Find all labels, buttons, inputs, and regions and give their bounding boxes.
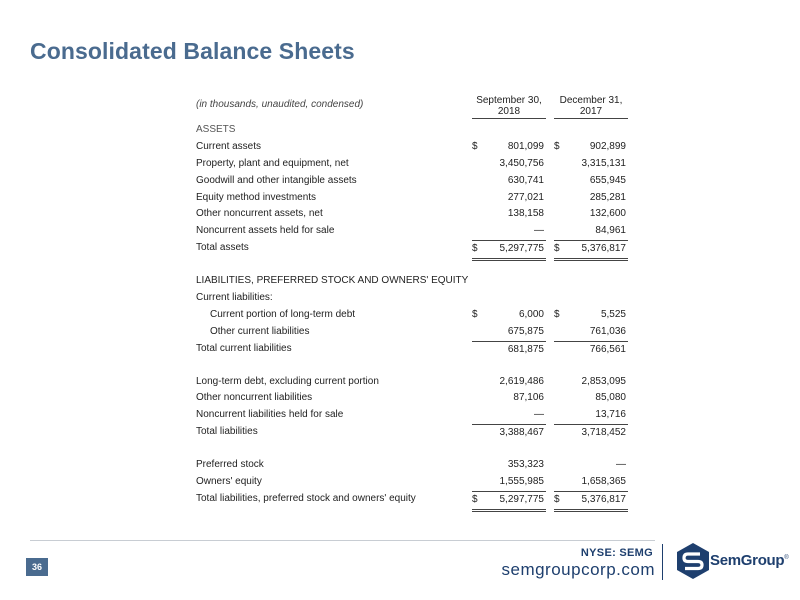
cell-value: 1,658,365 xyxy=(581,476,626,488)
cell-dec-2017 xyxy=(554,156,628,173)
cell-value: 5,376,817 xyxy=(581,493,626,505)
cell-value: 675,875 xyxy=(507,325,544,337)
row-label: Current portion of long-term debt xyxy=(210,308,356,320)
dollar-sign: $ xyxy=(554,493,560,505)
cell-dec-2017 xyxy=(554,341,628,359)
dollar-sign: $ xyxy=(554,243,560,255)
dollar-sign: $ xyxy=(472,140,478,152)
cell-sep-2018 xyxy=(472,341,546,359)
table-row xyxy=(196,290,639,307)
column-header-line: 2017 xyxy=(579,106,603,117)
dollar-sign: $ xyxy=(554,308,560,320)
row-label: Total liabilities xyxy=(196,426,258,438)
cell-sep-2018 xyxy=(472,307,546,324)
cell-sep-2018 xyxy=(472,474,546,491)
cell-dec-2017 xyxy=(554,407,628,424)
cell-value: 5,297,775 xyxy=(499,243,544,255)
cell-dec-2017 xyxy=(554,139,628,156)
cell-value: 5,376,817 xyxy=(581,243,626,255)
footer-vertical-divider xyxy=(662,544,663,580)
table-row xyxy=(196,341,639,358)
table-row xyxy=(196,206,639,223)
cell-value: 2,853,095 xyxy=(581,375,626,387)
cell-value: 3,718,452 xyxy=(581,427,626,439)
cell-value: 801,099 xyxy=(507,140,544,152)
cell-value: 85,080 xyxy=(595,392,626,404)
table-row xyxy=(196,273,639,290)
row-label: Total liabilities, preferred stock and owners' equity xyxy=(196,492,416,504)
cell-dec-2017 xyxy=(554,206,628,223)
page-number: 36 xyxy=(26,558,48,576)
cell-dec-2017 xyxy=(554,190,628,207)
table-row xyxy=(196,190,639,207)
cell-dec-2017 xyxy=(554,240,628,261)
cell-dec-2017 xyxy=(554,173,628,190)
row-label: Total assets xyxy=(196,242,249,254)
cell-dec-2017 xyxy=(554,424,628,442)
table-body xyxy=(196,122,639,508)
cell-sep-2018 xyxy=(472,223,546,240)
table-row xyxy=(196,122,639,139)
cell-dec-2017 xyxy=(554,474,628,491)
row-label: Noncurrent assets held for sale xyxy=(196,225,335,237)
dollar-sign: $ xyxy=(554,140,560,152)
cell-sep-2018 xyxy=(472,390,546,407)
cell-value: — xyxy=(616,459,626,471)
dollar-sign: $ xyxy=(472,243,478,255)
semgroup-logo-icon xyxy=(674,542,712,580)
balance-sheet-table xyxy=(196,92,639,508)
column-header-line: December 31, xyxy=(559,95,623,106)
table-row xyxy=(196,139,639,156)
cell-value: 132,600 xyxy=(589,208,626,220)
row-label: Other noncurrent assets, net xyxy=(196,208,323,220)
row-label: Preferred stock xyxy=(196,459,264,471)
cell-sep-2018 xyxy=(472,491,546,512)
footer-divider xyxy=(30,540,655,541)
cell-value: 87,106 xyxy=(513,392,544,404)
row-spacer xyxy=(196,441,639,457)
table-row xyxy=(196,491,639,508)
registered-mark: ® xyxy=(784,555,789,561)
column-header-dec-2017 xyxy=(554,95,628,119)
cell-value: 1,555,985 xyxy=(499,476,544,488)
stock-ticker: NYSE: SEMG xyxy=(580,547,653,559)
cell-sep-2018 xyxy=(472,206,546,223)
table-row xyxy=(196,474,639,491)
cell-value: 6,000 xyxy=(518,308,544,320)
logo-text xyxy=(710,552,788,569)
cell-dec-2017 xyxy=(554,390,628,407)
cell-value: 3,450,756 xyxy=(499,157,544,169)
cell-value: 681,875 xyxy=(507,343,544,355)
page-title: Consolidated Balance Sheets xyxy=(30,38,355,64)
cell-value: 277,021 xyxy=(507,191,544,203)
cell-sep-2018 xyxy=(472,139,546,156)
cell-sep-2018 xyxy=(472,156,546,173)
website-link[interactable]: semgroupcorp.com xyxy=(501,560,655,579)
table-row xyxy=(196,173,639,190)
cell-value: 285,281 xyxy=(589,191,626,203)
row-label: Other noncurrent liabilities xyxy=(196,392,313,404)
row-label: Current assets xyxy=(196,140,262,152)
cell-value: 766,561 xyxy=(589,343,626,355)
table-row xyxy=(196,240,639,257)
row-label: Current liabilities: xyxy=(196,292,273,304)
dollar-sign: $ xyxy=(472,308,478,320)
table-row xyxy=(196,156,639,173)
column-header-line: September 30, xyxy=(476,95,542,106)
cell-value: 13,716 xyxy=(595,409,626,421)
cell-dec-2017 xyxy=(554,223,628,240)
column-header-sep-2018 xyxy=(472,95,546,119)
dollar-sign: $ xyxy=(472,493,478,505)
cell-value: 2,619,486 xyxy=(499,375,544,387)
cell-sep-2018 xyxy=(472,190,546,207)
table-row xyxy=(196,324,639,341)
cell-dec-2017 xyxy=(554,457,628,474)
cell-value: — xyxy=(534,409,544,421)
table-row xyxy=(196,424,639,441)
cell-value: 5,297,775 xyxy=(499,493,544,505)
cell-value: 630,741 xyxy=(507,174,544,186)
row-label: Long-term debt, excluding current portion xyxy=(196,375,379,387)
cell-value: 655,945 xyxy=(589,174,626,186)
cell-sep-2018 xyxy=(472,240,546,261)
cell-value: — xyxy=(534,225,544,237)
cell-value: 138,158 xyxy=(507,208,544,220)
cell-sep-2018 xyxy=(472,324,546,341)
cell-dec-2017 xyxy=(554,307,628,324)
table-row xyxy=(196,390,639,407)
row-spacer xyxy=(196,358,639,374)
cell-value: 84,961 xyxy=(595,225,626,237)
table-row xyxy=(196,374,639,391)
table-row xyxy=(196,307,639,324)
logo-text-label: SemGroup xyxy=(710,552,785,569)
row-label: Owners' equity xyxy=(196,476,262,488)
cell-value: 3,388,467 xyxy=(499,427,544,439)
table-row xyxy=(196,223,639,240)
row-label: Goodwill and other intangible assets xyxy=(196,174,357,186)
cell-value: 5,525 xyxy=(600,308,626,320)
cell-dec-2017 xyxy=(554,374,628,391)
row-label: Total current liabilities xyxy=(196,342,292,354)
row-label: Other current liabilities xyxy=(210,325,310,337)
cell-sep-2018 xyxy=(472,457,546,474)
table-row xyxy=(196,407,639,424)
table-note: (in thousands, unaudited, condensed) xyxy=(196,99,364,110)
cell-sep-2018 xyxy=(472,173,546,190)
cell-value: 353,323 xyxy=(507,459,544,471)
row-label: Noncurrent liabilities held for sale xyxy=(196,409,344,421)
cell-sep-2018 xyxy=(472,407,546,424)
cell-dec-2017 xyxy=(554,324,628,341)
row-label: Property, plant and equipment, net xyxy=(196,157,349,169)
cell-value: 3,315,131 xyxy=(581,157,626,169)
cell-dec-2017 xyxy=(554,491,628,512)
table-header xyxy=(196,92,639,122)
cell-value: 902,899 xyxy=(589,140,626,152)
row-label: Equity method investments xyxy=(196,191,317,203)
row-label: LIABILITIES, PREFERRED STOCK AND OWNERS' EQUITY xyxy=(196,275,469,287)
table-row xyxy=(196,457,639,474)
cell-value: 761,036 xyxy=(589,325,626,337)
cell-sep-2018 xyxy=(472,374,546,391)
column-header-line: 2018 xyxy=(497,106,521,117)
cell-sep-2018 xyxy=(472,424,546,442)
row-label: ASSETS xyxy=(196,124,236,135)
